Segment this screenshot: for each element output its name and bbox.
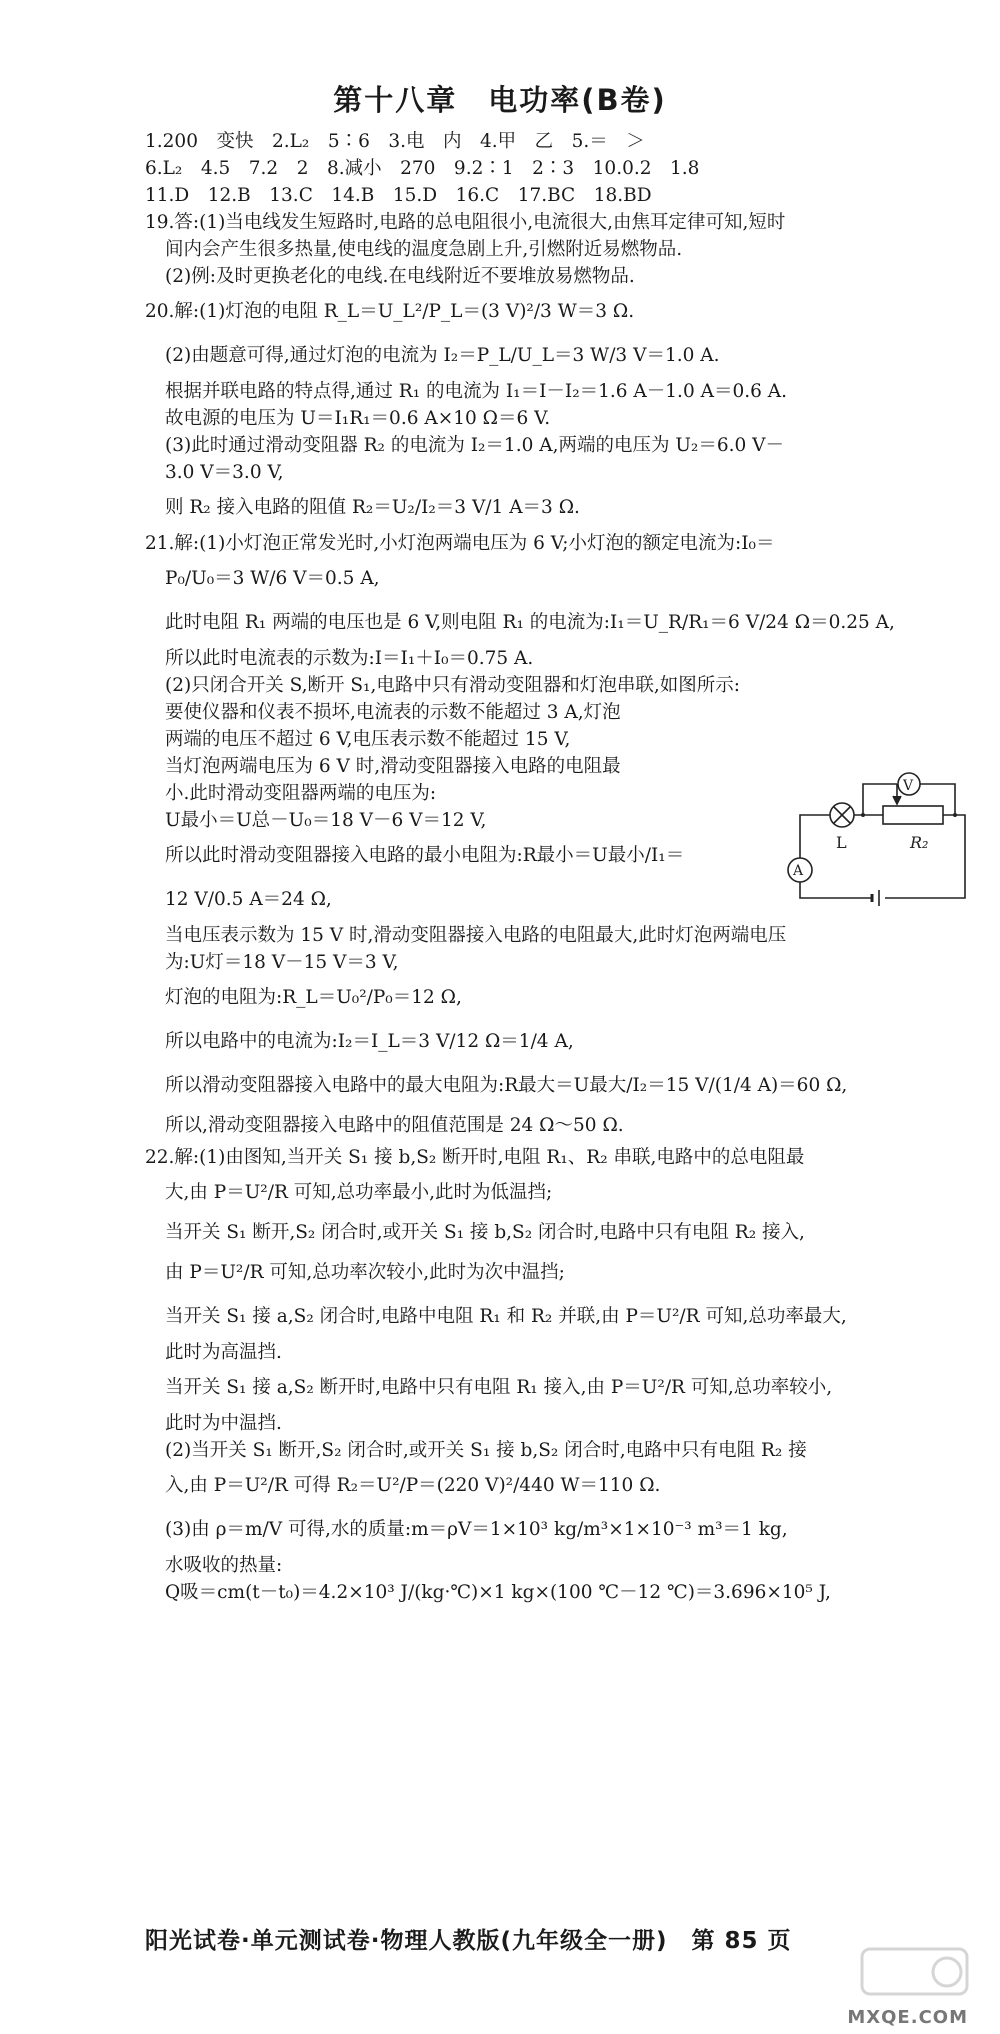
- answer-line: (2)只闭合开关 S,断开 S₁,电路中只有滑动变阻器和灯泡串联,如图所示:: [165, 675, 740, 696]
- answer-line: 故电源的电压为 U＝I₁R₁＝0.6 A×10 Ω＝6 V.: [165, 408, 551, 429]
- answer-line: (3)由 ρ＝m/V 可得,水的质量:m＝ρV＝1×10³ kg/m³×1×10⁻³ m³＝1 kg,: [165, 1519, 788, 1540]
- answer-line: (3)此时通过滑动变阻器 R₂ 的电流为 I₂＝1.0 A,两端的电压为 U₂＝6.0 V－: [165, 435, 785, 456]
- page-footer: 阳光试卷·单元测试卷·物理人教版(九年级全一册) 第 85 页: [145, 1928, 792, 1954]
- answer-line: (2)例:及时更换老化的电线.在电线附近不要堆放易燃物品.: [165, 266, 635, 287]
- answer-line: 3.0 V＝3.0 V,: [165, 462, 284, 483]
- answer-line: 根据并联电路的特点得,通过 R₁ 的电流为 I₁＝I－I₂＝1.6 A－1.0 A＝0.6 A.: [165, 381, 787, 402]
- answer-line: 灯泡的电阻为:R_L＝U₀²/P₀＝12 Ω,: [165, 987, 462, 1008]
- answer-line: 此时电阻 R₁ 两端的电压也是 6 V,则电阻 R₁ 的电流为:I₁＝U_R/R₁＝6 V/24 Ω＝0.25 A,: [165, 612, 895, 633]
- answer-line: 当开关 S₁ 断开,S₂ 闭合时,或开关 S₁ 接 b,S₂ 闭合时,电路中只有电阻 R₂ 接入,: [165, 1222, 805, 1243]
- answer-line: 所以此时电流表的示数为:I＝I₁＋I₀＝0.75 A.: [165, 648, 534, 669]
- answer-line: 22.解:(1)由图知,当开关 S₁ 接 b,S₂ 断开时,电阻 R₁、R₂ 串联,电路中的总电阻最: [145, 1147, 805, 1168]
- answer-line: Q吸＝cm(t－t₀)＝4.2×10³ J/(kg·℃)×1 kg×(100 ℃－12 ℃)＝3.696×10⁵ J,: [165, 1582, 831, 1603]
- circuit-diagram: [775, 770, 975, 920]
- answer-line: 所以电路中的电流为:I₂＝I_L＝3 V/12 Ω＝1/4 A,: [165, 1031, 574, 1052]
- answer-line: 当开关 S₁ 接 a,S₂ 断开时,电路中只有电阻 R₁ 接入,由 P＝U²/R 可知,总功率较小,: [165, 1377, 833, 1398]
- answer-line: 水吸收的热量:: [165, 1555, 283, 1576]
- answer-line: 1.200 变快 2.L₂ 5∶6 3.电 内 4.甲 乙 5.＝ ＞: [145, 131, 645, 152]
- answer-line: 20.解:(1)灯泡的电阻 R_L＝U_L²/P_L＝(3 V)²/3 W＝3 Ω.: [145, 301, 635, 322]
- lamp-label: L: [836, 833, 847, 852]
- answer-line: 12 V/0.5 A＝24 Ω,: [165, 889, 332, 910]
- answer-line: 所以滑动变阻器接入电路中的最大电阻为:R最大＝U最大/I₂＝15 V/(1/4 A)＝60 Ω,: [165, 1075, 848, 1096]
- answer-line: 大,由 P＝U²/R 可知,总功率最小,此时为低温挡;: [165, 1182, 553, 1203]
- answer-line: 两端的电压不超过 6 V,电压表示数不能超过 15 V,: [165, 729, 571, 750]
- answer-line: 此时为高温挡.: [165, 1342, 282, 1363]
- page-title: 第十八章 电功率(B卷): [333, 83, 667, 117]
- watermark-text: MXQE.COM: [847, 2007, 968, 2028]
- answer-line: 6.L₂ 4.5 7.2 2 8.减小 270 9.2∶1 2∶3 10.0.2 1.8: [145, 158, 700, 179]
- answer-line: 所以,滑动变阻器接入电路中的阻值范围是 24 Ω～50 Ω.: [165, 1115, 624, 1136]
- answer-line: 由 P＝U²/R 可知,总功率次较小,此时为次中温挡;: [165, 1262, 565, 1283]
- answer-line: 21.解:(1)小灯泡正常发光时,小灯泡两端电压为 6 V;小灯泡的额定电流为:I₀＝: [145, 533, 775, 554]
- answer-line: 则 R₂ 接入电路的阻值 R₂＝U₂/I₂＝3 V/1 A＝3 Ω.: [165, 497, 580, 518]
- answer-line: (2)当开关 S₁ 断开,S₂ 闭合时,或开关 S₁ 接 b,S₂ 闭合时,电路中只有电阻 R₂ 接: [165, 1440, 807, 1461]
- answer-line: 要使仪器和仪表不损坏,电流表的示数不能超过 3 A,灯泡: [165, 702, 621, 723]
- answer-line: 为:U灯＝18 V－15 V＝3 V,: [165, 952, 399, 973]
- answer-line: 小.此时滑动变阻器两端的电压为:: [165, 783, 437, 804]
- answer-line: 当灯泡两端电压为 6 V 时,滑动变阻器接入电路的电阻最: [165, 756, 621, 777]
- answer-line: (2)由题意可得,通过灯泡的电流为 I₂＝P_L/U_L＝3 W/3 V＝1.0 A.: [165, 345, 720, 366]
- answer-line: 入,由 P＝U²/R 可得 R₂＝U²/P＝(220 V)²/440 W＝110 Ω.: [165, 1475, 661, 1496]
- ammeter-label: A: [793, 863, 804, 879]
- answer-line: U最小＝U总－U₀＝18 V－6 V＝12 V,: [165, 810, 487, 831]
- answer-line: 11.D 12.B 13.C 14.B 15.D 16.C 17.BC 18.BD: [145, 185, 652, 206]
- answer-line: 所以此时滑动变阻器接入电路的最小电阻为:R最小＝U最小/I₁＝: [165, 845, 685, 866]
- answer-line: 19.答:(1)当电线发生短路时,电路的总电阻很小,电流很大,由焦耳定律可知,短时: [145, 212, 786, 233]
- answer-line: 当开关 S₁ 接 a,S₂ 闭合时,电路中电阻 R₁ 和 R₂ 并联,由 P＝U²/R 可知,总功率最大,: [165, 1306, 847, 1327]
- voltmeter-label: V: [903, 778, 914, 794]
- answer-line: 间内会产生很多热量,使电线的温度急剧上升,引燃附近易燃物品.: [165, 239, 683, 260]
- answer-line: 此时为中温挡.: [165, 1413, 282, 1434]
- answer-line: P₀/U₀＝3 W/6 V＝0.5 A,: [165, 568, 380, 589]
- resistor-label: R₂: [910, 833, 929, 852]
- answer-line: 当电压表示数为 15 V 时,滑动变阻器接入电路的电阻最大,此时灯泡两端电压: [165, 925, 787, 946]
